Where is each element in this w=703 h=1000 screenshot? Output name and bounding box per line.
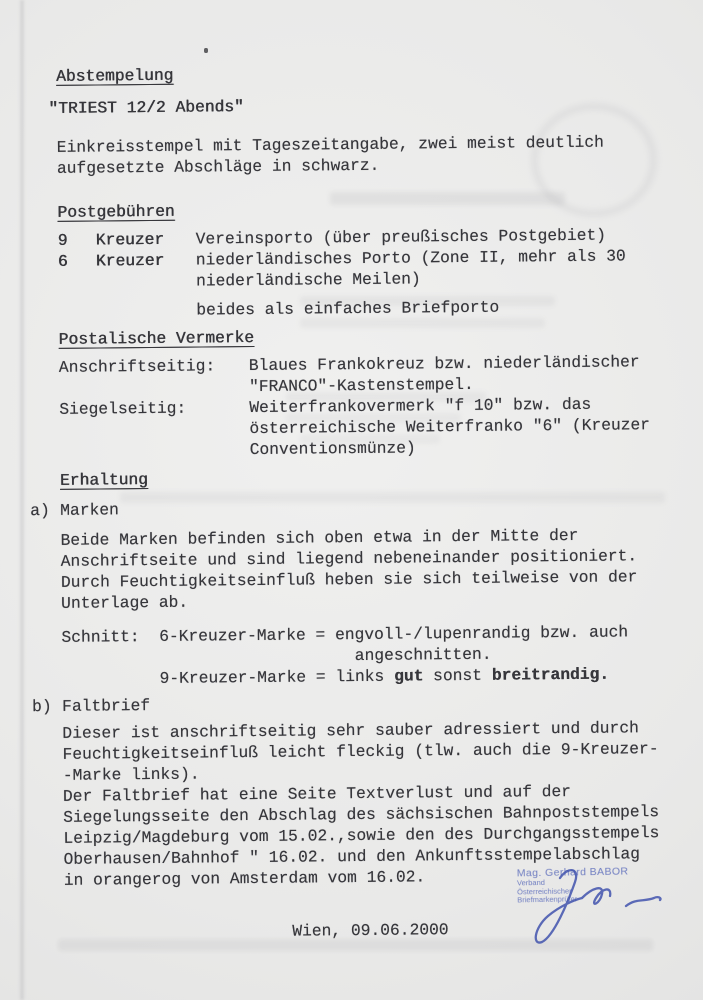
handwritten-signature (498, 858, 693, 958)
fee-table (58, 224, 655, 293)
fee-unit: Kreuzer (95, 250, 165, 271)
marken-text: Beide Marken befinden sich oben etwa in der Mitte der Anschriftseite und sind liegend nebeneinander positioniert. Durch Feuchtigkeitseinfluß heben sie sich teilweise von der Unterlage ab. (60, 525, 638, 613)
item-title: Marken (60, 500, 119, 520)
fee-amount: 9 (57, 230, 68, 250)
fee-note: beides als einfaches Briefporto (196, 297, 500, 320)
item-marker: a) (30, 500, 50, 521)
vermerk-row (59, 351, 655, 399)
vermerk-label: Anschriftseitig: (58, 356, 216, 377)
item-title: Faltbrief (62, 696, 151, 716)
fee-unit: Kreuzer (95, 229, 165, 250)
vermerk-label: Siegelseitig: (59, 398, 187, 419)
vermerk-value: Blaues Frankokreuz bzw. niederländischer "FRANCO"-Kastenstempel. (248, 352, 640, 397)
expert-name: Mag. Gerhard BABOR (516, 865, 629, 880)
heading-abstempelung: Abstempelung (55, 65, 174, 86)
vermerk-value: Weiterfrankovermerk "f 10" bzw. das österreichische Weiterfranko "6" (Kreuzer Conventionsmünze) (249, 394, 651, 460)
expert-stamp-line: Briefmarkenprüfer (517, 894, 578, 905)
postmark-quote: "TRIEST 12/2 Abends" (48, 97, 244, 118)
list-item-a (30, 494, 656, 521)
heading-erhaltung: Erhaltung (59, 470, 148, 490)
expert-stamp-line: Österreichischer (517, 885, 572, 896)
expert-stamp-line: Verband (516, 877, 545, 888)
fee-row (58, 245, 654, 293)
list-item-b (32, 690, 658, 717)
fee-desc: niederländisches Porto (Zone II, mehr als 30 niederländische Meilen) (195, 246, 626, 291)
faltbrief-paragraph-2: Der Faltbrief hat eine Seite Textverlust und auf der Siegelungsseite den Abschlag des sächsischen Bahnpoststempels Leipzig/Magdeburg vom 15.02.,sowie den des Durchgangsstempels Oberhausen/Bahnhof " 16.02. und den Ankunftsstempelabschlag in orangerog von Amsterdam vom 16.02. (62, 781, 660, 890)
paper-fold-line (19, 0, 25, 1000)
vermerke-table (59, 351, 656, 462)
fee-amount: 6 (57, 251, 68, 271)
fee-desc: Vereinsporto (über preußisches Postgebiet) (195, 225, 607, 249)
heading-postgebuehren: Postgebühren (57, 201, 175, 222)
vermerk-row (59, 393, 656, 462)
typewritten-text (30, 60, 660, 944)
ink-speck (204, 48, 208, 53)
schnitt-block: Schnitt: 6-Kreuzer-Marke = engvoll-/lupenrandig bzw. auch angeschnitten. 9-Kreuzer-Marke = links gut sonst breitrandig. (61, 622, 629, 689)
heading-vermerke: Postalische Vermerke (58, 327, 255, 349)
faltbrief-paragraph-1: Dieser ist anschriftseitig sehr sauber adressiert und durch Feuchtigkeitseinfluß leicht fleckig (tlw. auch die 9-Kreuzer- -Marke links). (62, 718, 659, 785)
place-date-line: Wien, 09.06.2000 (292, 920, 449, 941)
abstempelung-text: Einkreisstempel mit Tageszeitangabe, zwei meist deutlich aufgesetzte Abschläge in schwarz. (56, 132, 604, 178)
item-marker: b) (32, 696, 52, 717)
